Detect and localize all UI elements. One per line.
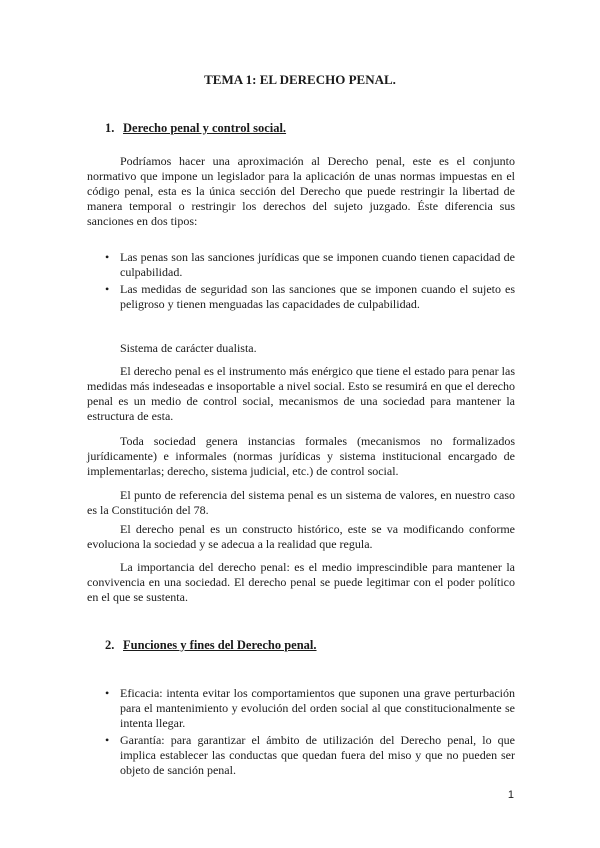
section-2-title: Funciones y fines del Derecho penal.: [123, 638, 317, 652]
section-2-heading: [105, 638, 317, 653]
paragraph-dualista: Sistema de carácter dualista.: [120, 341, 257, 355]
section-2-number: 2.: [105, 638, 115, 652]
document-title: TEMA 1: EL DERECHO PENAL.: [204, 72, 396, 87]
bullet-icon: •: [105, 282, 110, 296]
list-item: • Garantía: para garantizar el ámbito de utilización del Derecho penal, lo que implica establecer las conductas que quedan fuera del miso y que no pueden ser objeto de sanción penal.: [105, 733, 515, 777]
section-1-intro: Podríamos hacer una aproximación al Derecho penal, este es el conjunto normativo que impone un legislador para la aplicación de unas normas impuestas en el código penal, esta es la única sección del Derecho que puede restringir la libertad de manera temporal o restringir los derechos del sujeto juzgado. Éste diferencia sus sanciones en dos tipos:: [87, 154, 515, 228]
bullet-icon: •: [105, 250, 110, 264]
list-item: • Eficacia: intenta evitar los comportamientos que suponen una grave perturbación para el mantenimiento y evolución del orden social al que constitucionalmente se intenta llegar.: [105, 686, 515, 730]
paragraph: El derecho penal es un constructo histórico, este se va modificando conforme evoluciona la sociedad y se adecua a la realidad que regula.: [87, 522, 515, 551]
section-1-title: Derecho penal y control social.: [123, 121, 287, 135]
list-item: • Las medidas de seguridad son las sanciones que se imponen cuando el sujeto es peligroso y tienen menguadas las capacidades de culpabilidad.: [105, 282, 515, 311]
section-1-bullet-list: [87, 250, 515, 314]
paragraph: El punto de referencia del sistema penal es un sistema de valores, en nuestro caso es la Constitución del 78.: [87, 488, 515, 517]
paragraph: El derecho penal es el instrumento más enérgico que tiene el estado para penar las medidas más indeseadas e insoportable a nivel social. Esto se resumirá en que el derecho penal es un medio de control social, mecanismos de una sociedad para mantener la estructura de esta.: [87, 364, 515, 423]
paragraph: La importancia del derecho penal: es el medio imprescindible para mantener la convivencia en una sociedad. El derecho penal se puede legitimar con el poder político en el que se sustenta.: [87, 560, 515, 604]
page-number: 1: [507, 789, 514, 801]
section-2-bullet-list: [87, 686, 515, 780]
bullet-icon: •: [105, 686, 110, 700]
section-1-number: 1.: [105, 121, 115, 135]
paragraph: Toda sociedad genera instancias formales (mecanismos no formalizados jurídicamente) e informales (normas jurídicas y sistema institucional encargado de implementarlas; derecho, sistema judicial, etc.) de control social.: [87, 434, 515, 478]
bullet-icon: •: [105, 733, 110, 747]
list-item: • Las penas son las sanciones jurídicas que se imponen cuando tienen capacidad de culpabilidad.: [105, 250, 515, 279]
section-1-heading: [105, 121, 286, 136]
